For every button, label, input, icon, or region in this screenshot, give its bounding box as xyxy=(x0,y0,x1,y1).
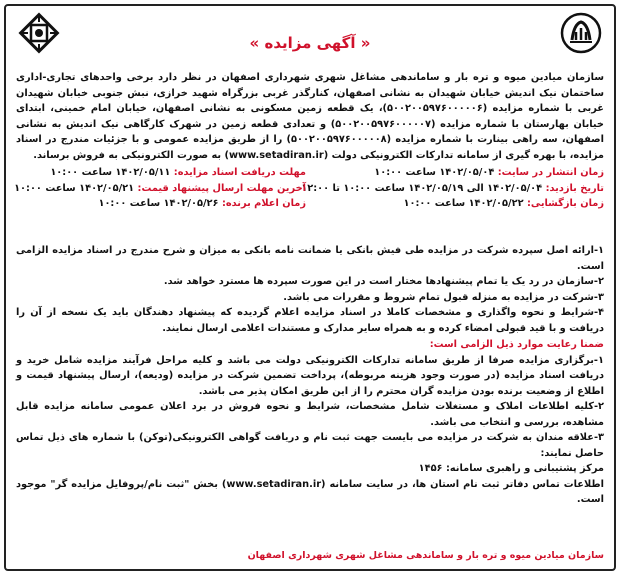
bid-deadline-value: ۱۴۰۲/۰۵/۲۱ ساعت ۱۰:۰۰ xyxy=(14,182,135,194)
visit-date-value: ۱۴۰۲/۰۵/۰۴ الی ۱۴۰۲/۰۵/۱۹ ساعت ۱۰:۰۰ تا ۱۲:۰۰ xyxy=(301,182,543,194)
note-item: ۳-علاقه مندان به شرکت در مزایده می بایست جهت ثبت نام و دریافت گواهی الکترونیکی(توکن) با شماره های ذیل تماس حاصل نمایند: xyxy=(16,432,604,459)
note-item: ۲-کلیه اطلاعات املاک و مستغلات شامل مشخصات، شرایط و نحوه فروش در برد اعلان عمومی سامانه مزایده قابل مشاهده، بررسی و انتخاب می باشد. xyxy=(16,401,604,428)
opening-date-value: ۱۴۰۲/۰۵/۲۲ ساعت ۱۰:۰۰ xyxy=(403,198,524,209)
docs-deadline-row xyxy=(16,165,306,181)
condition-item: ۲-سازمان در رد یک یا تمام پیشنهادها مختار است در این صورت سپرده ها مسترد خواهد شد. xyxy=(163,276,604,287)
issuer-signature: سازمان میادین میوه و تره بار و ساماندهی مشاغل شهری شهرداری اصفهان xyxy=(247,550,604,561)
condition-item: ۳-شرکت در مزایده به منزله قبول تمام شروط و مقررات می باشد. xyxy=(283,291,604,303)
note-item: ۱-برگزاری مزایده صرفا از طریق سامانه تدارکات الکترونیکی دولت می باشد و کلیه مراحل فرآیند مزایده شامل خرید و دریافت اسناد مزایده (در صورت وجود هزینه مربوطه)، پرداخت تضمین شرکت در مزایده (ودیعه)، ارسال پیشنهاد قیمت و اطلاع از وضعیت برنده بودن مزایده گران محترم را از این طریق امکان پذیر می باشد. xyxy=(16,354,604,397)
opening-date-row xyxy=(304,196,604,212)
registration-info: اطلاعات تماس دفاتر ثبت نام استان ها، در سایت سامانه (www.setadiran.ir) بخش "ثبت نام/پروفایل مزایده گر" موجود است. xyxy=(16,478,605,505)
notice-body xyxy=(16,70,604,508)
winner-announce-value: ۱۴۰۲/۰۵/۲۶ ساعت ۱۰:۰۰ xyxy=(98,198,219,209)
support-center: مرکز پشتیبانی و راهبری سامانه: ۱۴۵۶ xyxy=(418,463,604,474)
notice-title: « آگهی مزایده » xyxy=(249,34,371,52)
visit-date-label: تاریخ بازدید: xyxy=(545,182,604,194)
condition-item: ۴-شرایط و نحوه واگذاری و مشخصات کاملا در اسناد مزایده اعلام گردیده که پیشنهاد دهندگان باید یک نسخه از آن را دریافت و با قید قبولی امضاء کرده و به همراه سایر مدارک و مستندات اعلامی ارسال نمایند. xyxy=(16,307,604,334)
winner-announce-label: زمان اعلام برنده: xyxy=(221,198,306,209)
winner-announce-row xyxy=(16,196,306,212)
dates-left-column xyxy=(16,165,306,212)
visit-date-row xyxy=(301,181,604,197)
publish-date-label: زمان انتشار در سایت: xyxy=(497,167,604,178)
notes-heading: ضمنا رعایت موارد ذیل الزامی است: xyxy=(429,339,604,350)
bid-deadline-row xyxy=(16,181,306,197)
condition-item: ۱-ارائه اصل سپرده شرکت در مزایده طی فیش بانکی یا ضمانت نامه بانکی به میزان و شرح مندرج در اسناد مزایده الزامی است. xyxy=(16,245,604,272)
bid-deadline-label: آخرین مهلت ارسال پیشنهاد قیمت: xyxy=(137,182,306,194)
docs-deadline-value: ۱۴۰۲/۰۵/۱۱ ساعت ۱۰:۰۰ xyxy=(50,167,171,178)
intro-paragraph: سازمان میادین میوه و تره بار و ساماندهی مشاغل شهری شهرداری اصفهان در نظر دارد برخی واحدهای تجاری-اداری ساختمان نیک اندیش خیابان شهیدان به نشانی اصفهان، کنارگذر غربی بزرگراه شهید خرازی، نبش جنوبی خیابان شهیدان غربی با شماره مزایده (۵۰۰۲۰۰۵۹۷۶۰۰۰۰۰۶)، یک قطعه زمین مسکونی به نشانی اصفهان، خیابان امام خمینی، ابتدای خیابان بهارستان با شماره مزایده (۵۰۰۲۰۰۵۹۷۶۰۰۰۰۰۷) و تعدادی قطعه زمین در شهرک کارگاهی نیک اندیش به نشانی اصفهان، سه راهی بینارت با شماره مزایده (۵۰۰۲۰۰۵۹۷۶۰۰۰۰۰۸) را از طریق مزایده عمومی و با جزئیات مندرج در اسناد مزایده، با بهره گیری از سامانه تدارکات الکترونیکی دولت (www.setadiran.ir) به صورت الکترونیکی به فروش برساند. xyxy=(16,72,604,161)
dates-block xyxy=(16,165,604,243)
notice-frame xyxy=(4,4,616,571)
publish-date-value: ۱۴۰۲/۰۵/۰۴ ساعت ۱۰:۰۰ xyxy=(374,167,495,178)
opening-date-label: زمان بازگشایی: xyxy=(526,198,604,209)
docs-deadline-label: مهلت دریافت اسناد مزایده: xyxy=(173,167,306,178)
dates-right-column xyxy=(301,165,604,212)
publish-date-row xyxy=(304,165,604,181)
